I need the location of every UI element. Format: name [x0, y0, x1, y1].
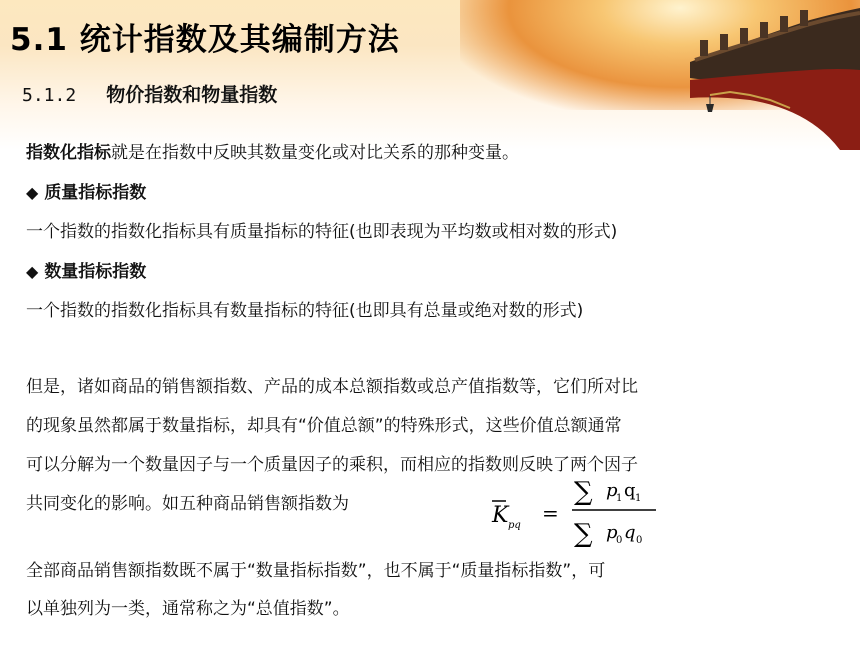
bullet-quantity-desc: 一个指数的指数化指标具有数量指标的特征(也即具有总量或绝对数的形式)	[26, 301, 584, 321]
svg-text:q: q	[624, 480, 636, 501]
definition-text: 就是在指数中反映其数量变化或对比关系的那种变量。	[111, 143, 519, 163]
svg-text:q: q	[624, 522, 636, 543]
bullet-quality-index	[26, 173, 806, 213]
formula-equals: =	[542, 501, 559, 525]
sum-icon: ∑	[574, 477, 593, 507]
paragraph-line: 以单独列为一类，通常称之为“总值指数”。	[26, 599, 350, 619]
svg-text:p: p	[606, 522, 618, 543]
diamond-bullet-icon: ◆	[26, 262, 39, 281]
sum-icon: ∑	[574, 519, 593, 549]
bullet-quantity-index	[26, 252, 806, 292]
page-title: 5.1 统计指数及其编制方法	[10, 22, 400, 58]
term-bold: 指数化指标	[26, 143, 111, 163]
svg-text:1: 1	[616, 493, 623, 504]
svg-text:p: p	[606, 480, 618, 501]
section-title: 物价指数和物量指数	[106, 84, 278, 106]
bullet-label: 数量指标指数	[44, 262, 147, 282]
definition-line	[26, 134, 806, 173]
paragraph-line: 但是，诸如商品的销售额指数、产品的成本总额指数或总产值指数等，它们所对比	[26, 377, 638, 397]
chinese-roof-decoration-icon	[690, 0, 860, 150]
conclusion-paragraph	[26, 552, 806, 628]
formula-lhs: K	[492, 503, 509, 528]
paragraph-line: 的现象虽然都属于数量指标，却具有“价值总额”的特殊形式，这些价值总额通常	[26, 416, 622, 436]
diamond-bullet-icon: ◆	[26, 183, 39, 202]
svg-text:0: 0	[616, 535, 623, 546]
section-number: 5.1.2	[22, 85, 77, 106]
bullet-label: 质量指标指数	[44, 183, 147, 203]
svg-text:0: 0	[636, 535, 643, 546]
section-heading	[22, 80, 277, 107]
formula-lhs-subscript: pq	[508, 520, 521, 531]
paragraph-line: 全部商品销售额指数既不属于“数量指标指数”，也不属于“质量指标指数”，可	[26, 561, 606, 581]
content-body	[26, 134, 806, 524]
paragraph-line: 共同变化的影响。如五种商品销售额指数为	[26, 494, 349, 514]
paragraph-line: 可以分解为一个数量因子与一个质量因子的乘积，而相应的指数则反映了两个因子	[26, 455, 638, 475]
bullet-quality-desc: 一个指数的指数化指标具有质量指标的特征(也即表现为平均数或相对数的形式)	[26, 222, 618, 242]
svg-text:1: 1	[635, 493, 642, 504]
sales-index-formula	[488, 470, 668, 552]
